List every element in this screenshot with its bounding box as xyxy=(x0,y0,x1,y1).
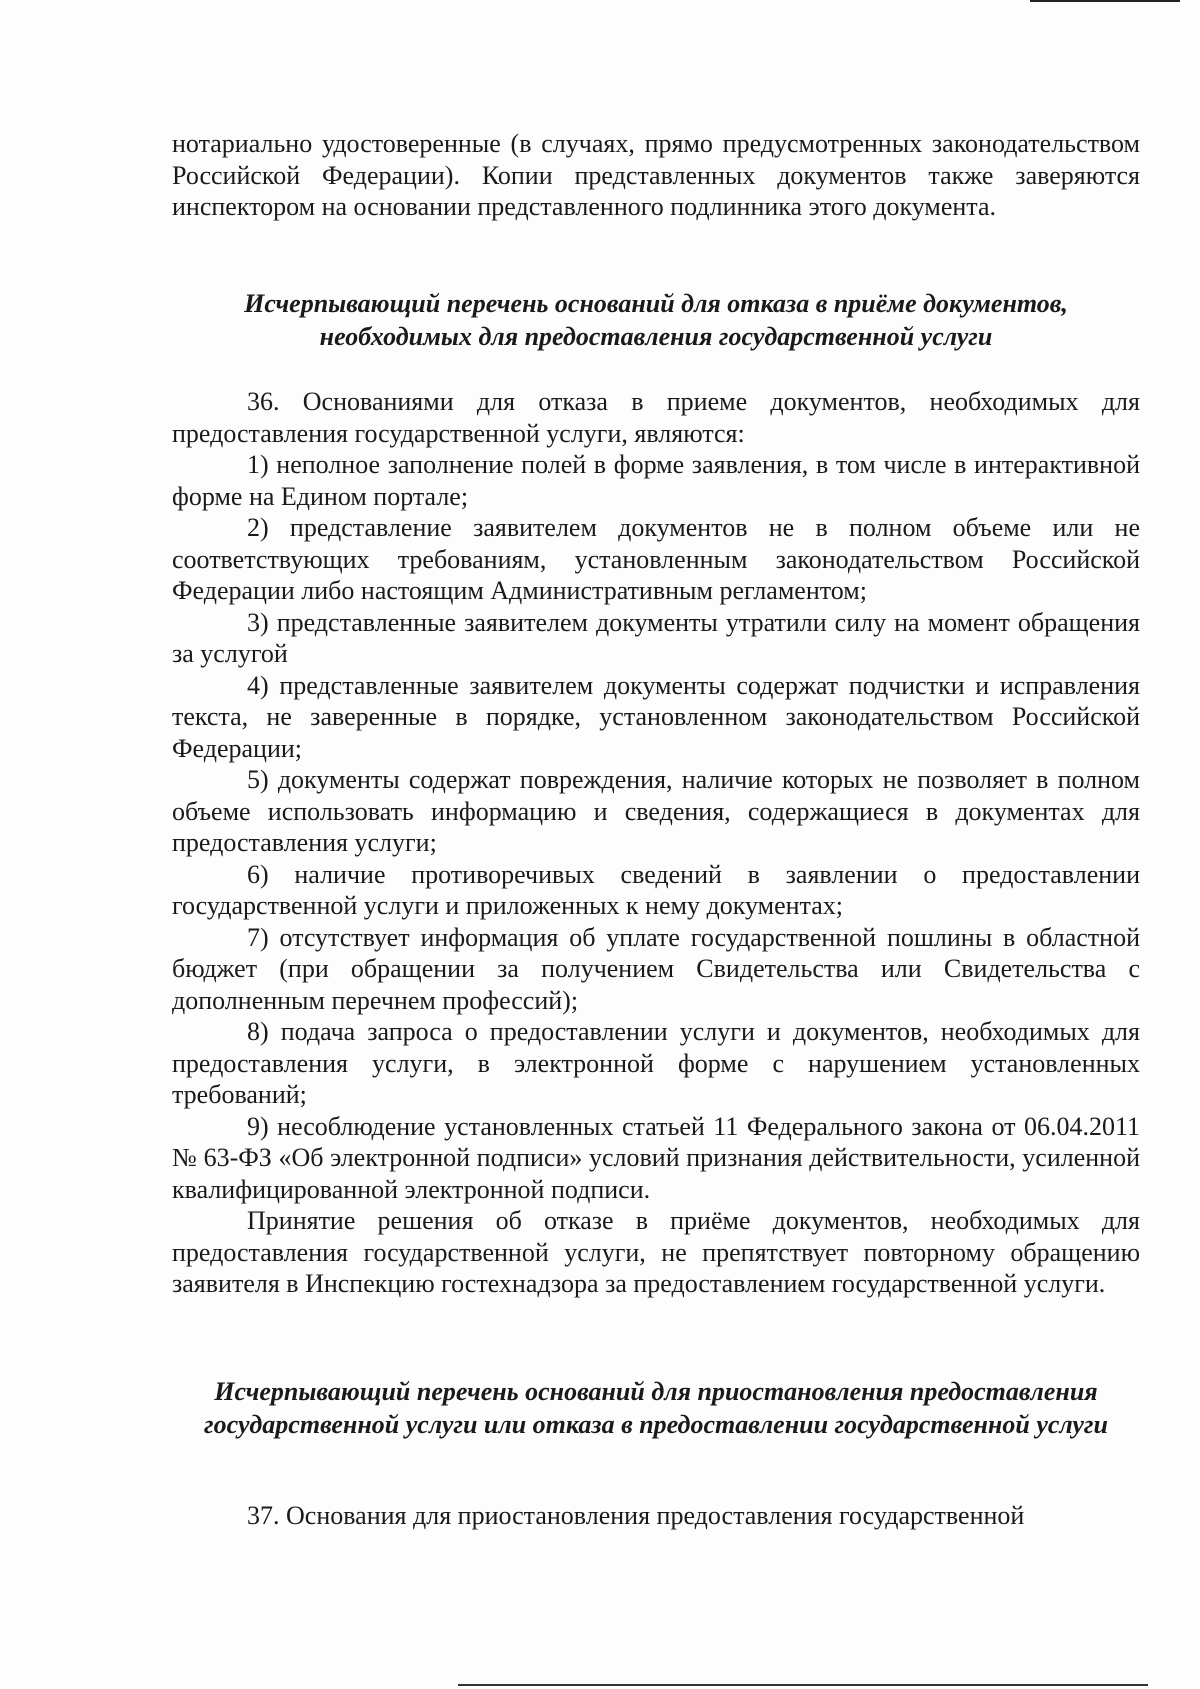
list-item: 7) отсутствует информация об уплате государственной пошлины в областной бюджет (при обращении за получением Свидетельства или Свидетельства с дополненным перечнем профессий); xyxy=(172,922,1140,1015)
section-heading: Исчерпывающий перечень оснований для приостановления предоставления государственной услуги или отказа в предоставлении государственной услуги xyxy=(203,1377,1108,1439)
clause-intro: 36. Основаниями для отказа в приеме документов, необходимых для предоставления государственной услуги, являются: xyxy=(172,387,1140,448)
clause-36 xyxy=(172,386,1140,1300)
clause-closing-paragraph: Принятие решения об отказе в приёме документов, необходимых для предоставления государственной услуги, не препятствует повторному обращению заявителя в Инспекцию гостехнадзора за предоставлением государственной услуги. xyxy=(172,1206,1140,1298)
list-item: 3) представленные заявителем документы утратили силу на момент обращения за услугой xyxy=(172,607,1140,668)
intro-paragraph: нотариально удостоверенные (в случаях, прямо предусмотренных законодательством Российской Федерации). Копии представленных документов также заверяются инспектором на основании представленного подлинника этого документа. xyxy=(172,129,1140,221)
heading-suspension-refusal-block xyxy=(172,1375,1140,1441)
section-heading: Исчерпывающий перечень оснований для отказа в приёме документов, необходимых для предоставления государственной услуги xyxy=(244,289,1068,351)
clause-intro: 37. Основания для приостановления предоставления государственной xyxy=(247,1501,1025,1530)
scan-edge-mark xyxy=(1030,0,1180,2)
list-item: 8) подача запроса о предоставлении услуги и документов, необходимых для предоставления услуги, в электронной форме с нарушением установленных требований; xyxy=(172,1017,1140,1109)
list-item: 1) неполное заполнение полей в форме заявления, в том числе в интерактивной форме на Едином портале; xyxy=(172,450,1140,511)
list-item: 2) представление заявителем документов не в полном объеме или не соответствующих требованиям, установленным законодательством Российской Федерации либо настоящим Административным регламентом; xyxy=(172,513,1140,605)
list-item: 5) документы содержат повреждения, наличие которых не позволяет в полном объеме использовать информацию и сведения, содержащиеся в документах для предоставления услуги; xyxy=(172,765,1140,857)
clause-37 xyxy=(172,1500,1140,1532)
list-item: 4) представленные заявителем документы содержат подчистки и исправления текста, не заверенные в порядке, установленном законодательством Российской Федерации; xyxy=(172,670,1140,763)
heading-refusal-acceptance-block xyxy=(172,287,1140,353)
list-item: 6) наличие противоречивых сведений в заявлении о предоставлении государственной услуги и приложенных к нему документах; xyxy=(172,859,1140,920)
scan-edge-mark xyxy=(458,1684,1148,1686)
list-item: 9) несоблюдение установленных статьей 11 Федерального закона от 06.04.2011 № 63-ФЗ «Об электронной подписи» условий признания действительности, усиленной квалифицированной электронной подписи. xyxy=(172,1111,1140,1204)
intro-block xyxy=(172,128,1140,223)
